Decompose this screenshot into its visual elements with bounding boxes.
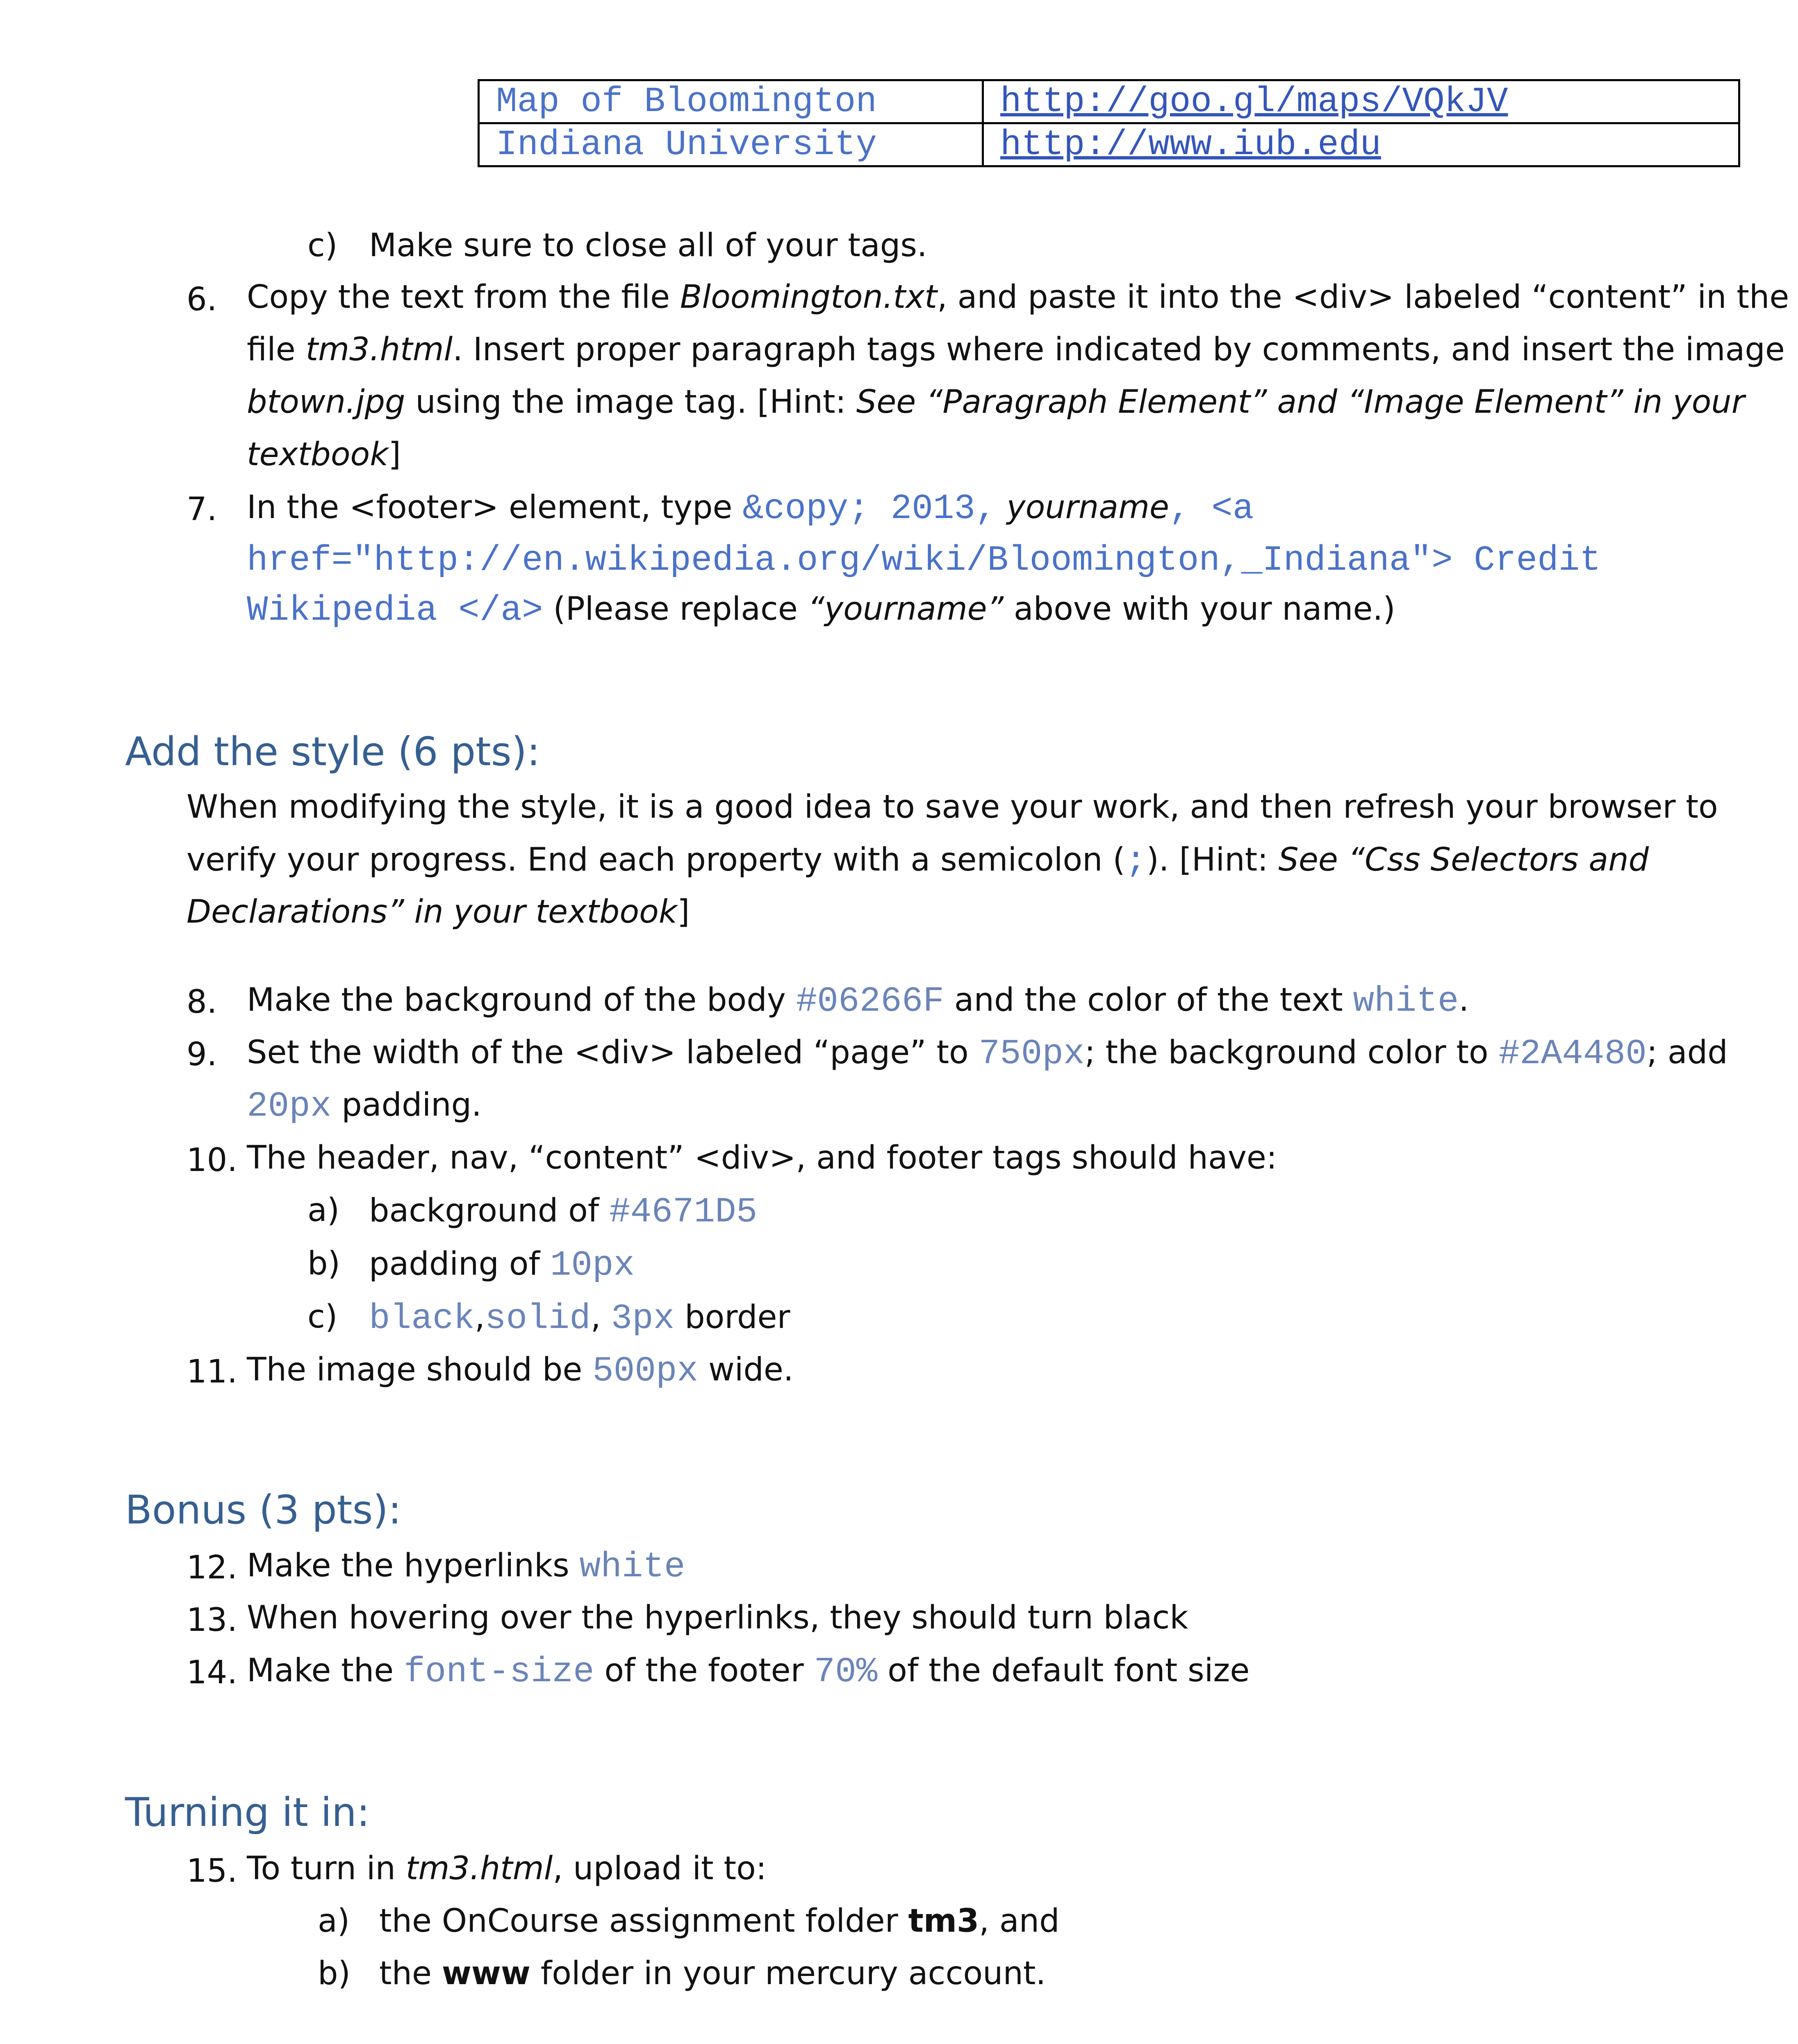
table-cell-name: Indiana University <box>479 123 983 166</box>
item-14-text: Make the font-size of the footer 70% of the default font size <box>247 1652 1250 1692</box>
sub-item-text: Make sure to close all of your tags. <box>369 227 927 264</box>
sub-item-marker: a) <box>307 1192 340 1229</box>
section-heading-style: Add the style (6 pts): <box>125 729 540 775</box>
item-7-line-1: In the <footer> element, type &copy; 2013, yourname, <a <box>247 489 1254 529</box>
item-number: 6. <box>187 281 217 318</box>
item-10-text: The header, nav, “content” <div>, and footer tags should have: <box>247 1139 1277 1176</box>
item-number: 11. <box>187 1353 238 1390</box>
sub-item-marker: a) <box>318 1903 350 1939</box>
sub-item-marker: b) <box>307 1245 340 1282</box>
link-table <box>478 79 1740 167</box>
item-number: 12. <box>187 1549 238 1586</box>
sub-item-b-text: padding of 10px <box>369 1245 635 1285</box>
item-12-text: Make the hyperlinks white <box>247 1547 685 1587</box>
item-number: 15. <box>187 1853 238 1889</box>
sub-item-a-text: background of #4671D5 <box>369 1192 758 1232</box>
style-intro-line-2: verify your progress. End each property with a semicolon (;). [Hint: See “Css Selectors and <box>187 841 1649 881</box>
item-number: 13. <box>187 1602 238 1639</box>
item-11-text: The image should be 500px wide. <box>247 1351 794 1391</box>
sub-item-b-text: the www folder in your mercury account. <box>379 1955 1046 1992</box>
item-9-line-1: Set the width of the <div> labeled “page” to 750px; the background color to #2A4480; add <box>247 1034 1728 1074</box>
item-number: 10. <box>187 1142 238 1179</box>
item-6-line-1: Copy the text from the file Bloomington.txt, and paste it into the <div> labeled “content” in the <box>247 279 1789 316</box>
item-15-text: To turn in tm3.html, upload it to: <box>247 1850 767 1887</box>
item-number: 9. <box>187 1036 217 1073</box>
table-row <box>479 123 1739 166</box>
table-cell-url-link[interactable]: http://goo.gl/maps/VQkJV <box>983 80 1739 123</box>
section-heading-turnin: Turning it in: <box>125 1789 370 1835</box>
item-8-text: Make the background of the body #06266F and the color of the text white. <box>247 981 1469 1021</box>
sub-item-a-text: the OnCourse assignment folder tm3, and <box>379 1903 1060 1939</box>
item-number: 14. <box>187 1654 238 1691</box>
item-number: 7. <box>187 491 217 528</box>
table-cell-name: Map of Bloomington <box>479 80 983 123</box>
item-6-line-3: btown.jpg using the image tag. [Hint: See “Paragraph Element” and “Image Element” in your <box>247 384 1745 421</box>
style-intro-line-1: When modifying the style, it is a good idea to save your work, and then refresh your browser to <box>187 789 1718 825</box>
sub-item-marker: b) <box>318 1955 350 1992</box>
item-13-text: When hovering over the hyperlinks, they should turn black <box>247 1599 1188 1636</box>
item-number: 8. <box>187 984 217 1021</box>
sub-item-marker: c) <box>307 1298 338 1335</box>
item-7-line-3: Wikipedia </a> (Please replace “yourname” above with your name.) <box>247 590 1395 630</box>
item-6-line-4: textbook] <box>247 436 401 473</box>
item-9-line-2: 20px padding. <box>247 1086 482 1126</box>
sub-item-c-text: black,solid, 3px border <box>369 1298 790 1339</box>
table-row <box>479 80 1739 123</box>
style-intro-line-3: Declarations” in your textbook] <box>187 894 690 930</box>
section-heading-bonus: Bonus (3 pts): <box>125 1487 402 1533</box>
item-7-code-href: href="http://en.wikipedia.org/wiki/Bloomington,_Indiana"> Credit <box>247 540 1601 580</box>
item-6-line-2: file tm3.html. Insert proper paragraph tags where indicated by comments, and insert the image <box>247 331 1785 368</box>
sub-item-marker: c) <box>307 227 338 264</box>
table-cell-url-link[interactable]: http://www.iub.edu <box>983 123 1739 166</box>
